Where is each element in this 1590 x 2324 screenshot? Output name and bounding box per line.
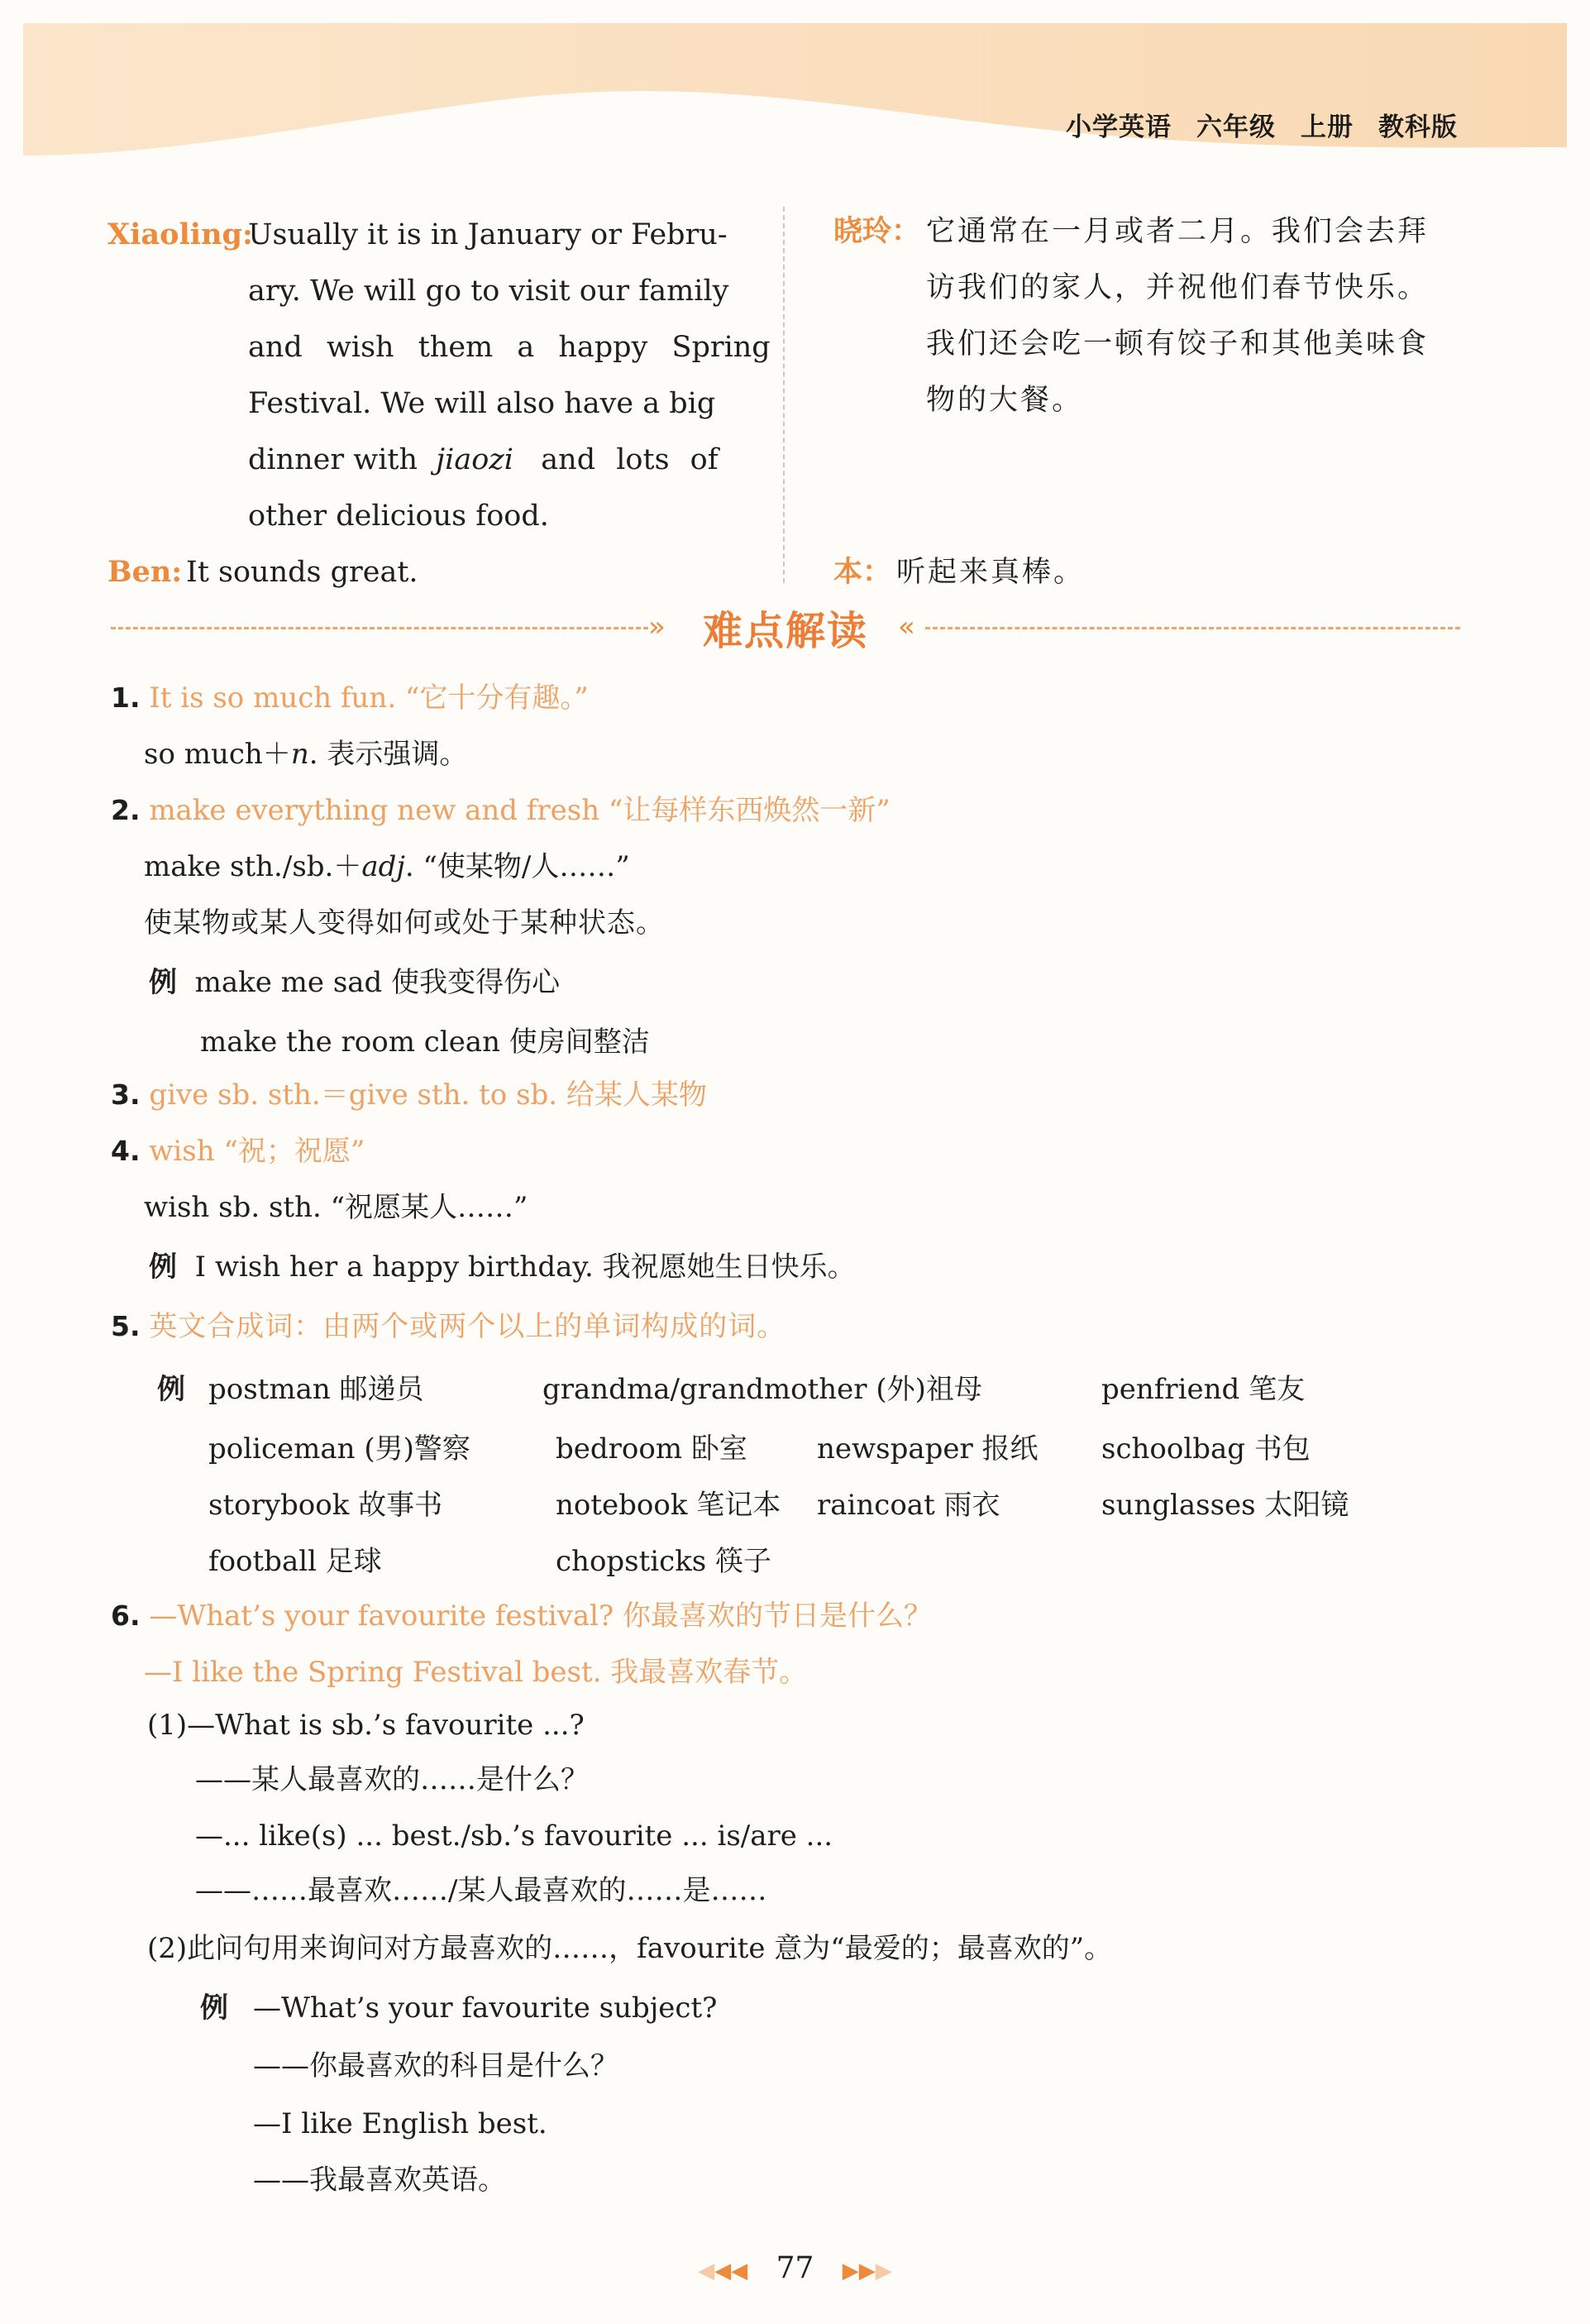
point-6-example-answer: —I like English best. [253,2107,547,2140]
dialog-en-line: Usually it is in January or Febru- [248,218,728,251]
point-4-example: 例 I wish her a happy birthday. 我祝愿她生日快乐。 [149,1250,856,1284]
compound-word: postman 邮递员 [208,1373,424,1406]
header-subject: 小学英语 [1066,112,1172,142]
compound-word: penfriend 笔友 [1101,1373,1306,1406]
dialog-en-line: It sounds great. [186,556,418,589]
dialog-en-line: other delicious food. [248,500,549,533]
point-1-note: so much＋n. 表示强调。 [144,738,468,771]
header-edition: 教科版 [1378,112,1458,142]
compound-word: newspaper 报纸 [817,1432,1039,1466]
point-1-title: 1. It is so much fun. “它十分有趣。” [111,681,589,715]
speaker-ben-zh: 本： [833,555,892,589]
compound-word: notebook 笔记本 [556,1489,781,1522]
point-2-title: 2. make everything new and fresh “让每样东西焕然一新” [111,794,890,827]
compound-word: sunglasses 太阳镜 [1101,1489,1349,1522]
dialog-zh-line: 它通常在一月或者二月。我们会去拜 [926,215,1430,248]
compound-word: bedroom 卧室 [556,1432,747,1466]
point-6-sub1-question: (1)—What is sb.’s favourite ...? [147,1709,585,1742]
triangle-right-icon: ▶ [842,2259,859,2283]
compound-word: grandma/grandmother (外)祖母 [542,1373,982,1406]
point-6-sub2: (2)此问句用来询问对方最喜欢的……，favourite 意为“最爱的；最喜欢的”。 [147,1932,1113,1965]
triangle-left-icon: ◀ [714,2259,732,2283]
compound-word: chopsticks 筷子 [556,1545,772,1578]
header-wave-decoration [23,23,1567,165]
point-2-example-1: 例 make me sad 使我变得伤心 [149,966,561,999]
speaker-xiaoling-en: Xiaoling: [107,218,253,251]
dialog-en-line: dinner with jiaozi and lots of [248,443,719,476]
point-6-example-question: —What’s your favourite subject? [253,1992,718,2025]
point-6-title-answer: —I like the Spring Festival best. 我最喜欢春节。 [144,1656,808,1689]
dialog-zh-line: 我们还会吃一顿有饺子和其他美味食 [926,328,1430,361]
dialog-zh-line: 物的大餐。 [926,384,1084,417]
header-grade: 六年级 [1196,112,1276,142]
double-chevron-right-icon: » [648,610,666,643]
point-6-sub1-answer: —... like(s) ... best./sb.’s favourite ... is/are ... [195,1820,833,1853]
triangle-right-icon: ▶ [858,2259,876,2283]
compound-word: football 足球 [208,1545,382,1578]
dialog-en-line: ary. We will go to visit our family [248,275,729,308]
triangle-left-icon: ◀ [698,2259,715,2283]
column-divider [783,207,785,583]
point-6-sub1-answer-zh: ——……最喜欢……/某人最喜欢的……是…… [195,1874,767,1907]
example-label: 例 [200,1992,228,2025]
point-6-example-answer-zh: ——我最喜欢英语。 [253,2164,506,2197]
point-2-pattern: make sth./sb.＋adj. “使某物/人……” [144,850,630,883]
point-6-example-question-zh: ——你最喜欢的科目是什么？ [253,2049,618,2083]
word-jiaozi: jiaozi [436,443,513,476]
section-title: 难点解读 [702,608,868,654]
example-label: 例 [149,966,177,999]
section-dash-right [925,627,1460,629]
page-number: 77 [776,2251,814,2285]
header-volume: 上册 [1301,112,1354,142]
speaker-xiaoling-zh: 晓玲： [833,214,921,248]
example-label: 例 [149,1250,177,1284]
dialog-zh-line: 访我们的家人，并祝他们春节快乐。 [926,271,1430,304]
point-2-desc: 使某物或某人变得如何或处于某种状态。 [144,906,665,940]
triangle-left-icon: ◀ [731,2259,748,2283]
point-6-sub1-question-zh: ——某人最喜欢的……是什么？ [195,1763,589,1796]
point-4-title: 4. wish “祝；祝愿” [111,1135,365,1168]
dialog-zh-line: 听起来真棒。 [896,556,1086,589]
point-3-title: 3. give sb. sth.＝give sth. to sb. 给某人某物 [111,1078,707,1112]
speaker-ben-en: Ben: [107,555,183,589]
point-2-example-2: make the room clean 使房间整洁 [200,1026,650,1059]
section-header [111,594,1460,660]
header-book-info [1041,106,1458,143]
example-label: 例 [157,1373,185,1406]
dialog-en-line: Festival. We will also have a big [248,387,716,420]
double-chevron-left-icon: « [898,610,915,643]
dialog-section [0,198,1590,587]
point-5-title: 5. 英文合成词：由两个或两个以上的单词构成的词。 [111,1310,786,1343]
triangle-right-icon: ▶ [875,2259,892,2283]
compound-word: storybook 故事书 [208,1489,443,1522]
page-footer [0,2251,1590,2285]
point-4-pattern: wish sb. sth. “祝愿某人……” [144,1191,528,1224]
compound-word: policeman (男)警察 [208,1432,470,1466]
point-6-title: 6. —What’s your favourite festival? 你最喜欢的节日是什么？ [111,1600,933,1633]
header-band [23,23,1567,165]
compound-word: raincoat 雨衣 [817,1489,1000,1522]
compound-word: schoolbag 书包 [1101,1432,1311,1466]
dialog-en-line: and wish them a happy Spring [248,331,771,364]
